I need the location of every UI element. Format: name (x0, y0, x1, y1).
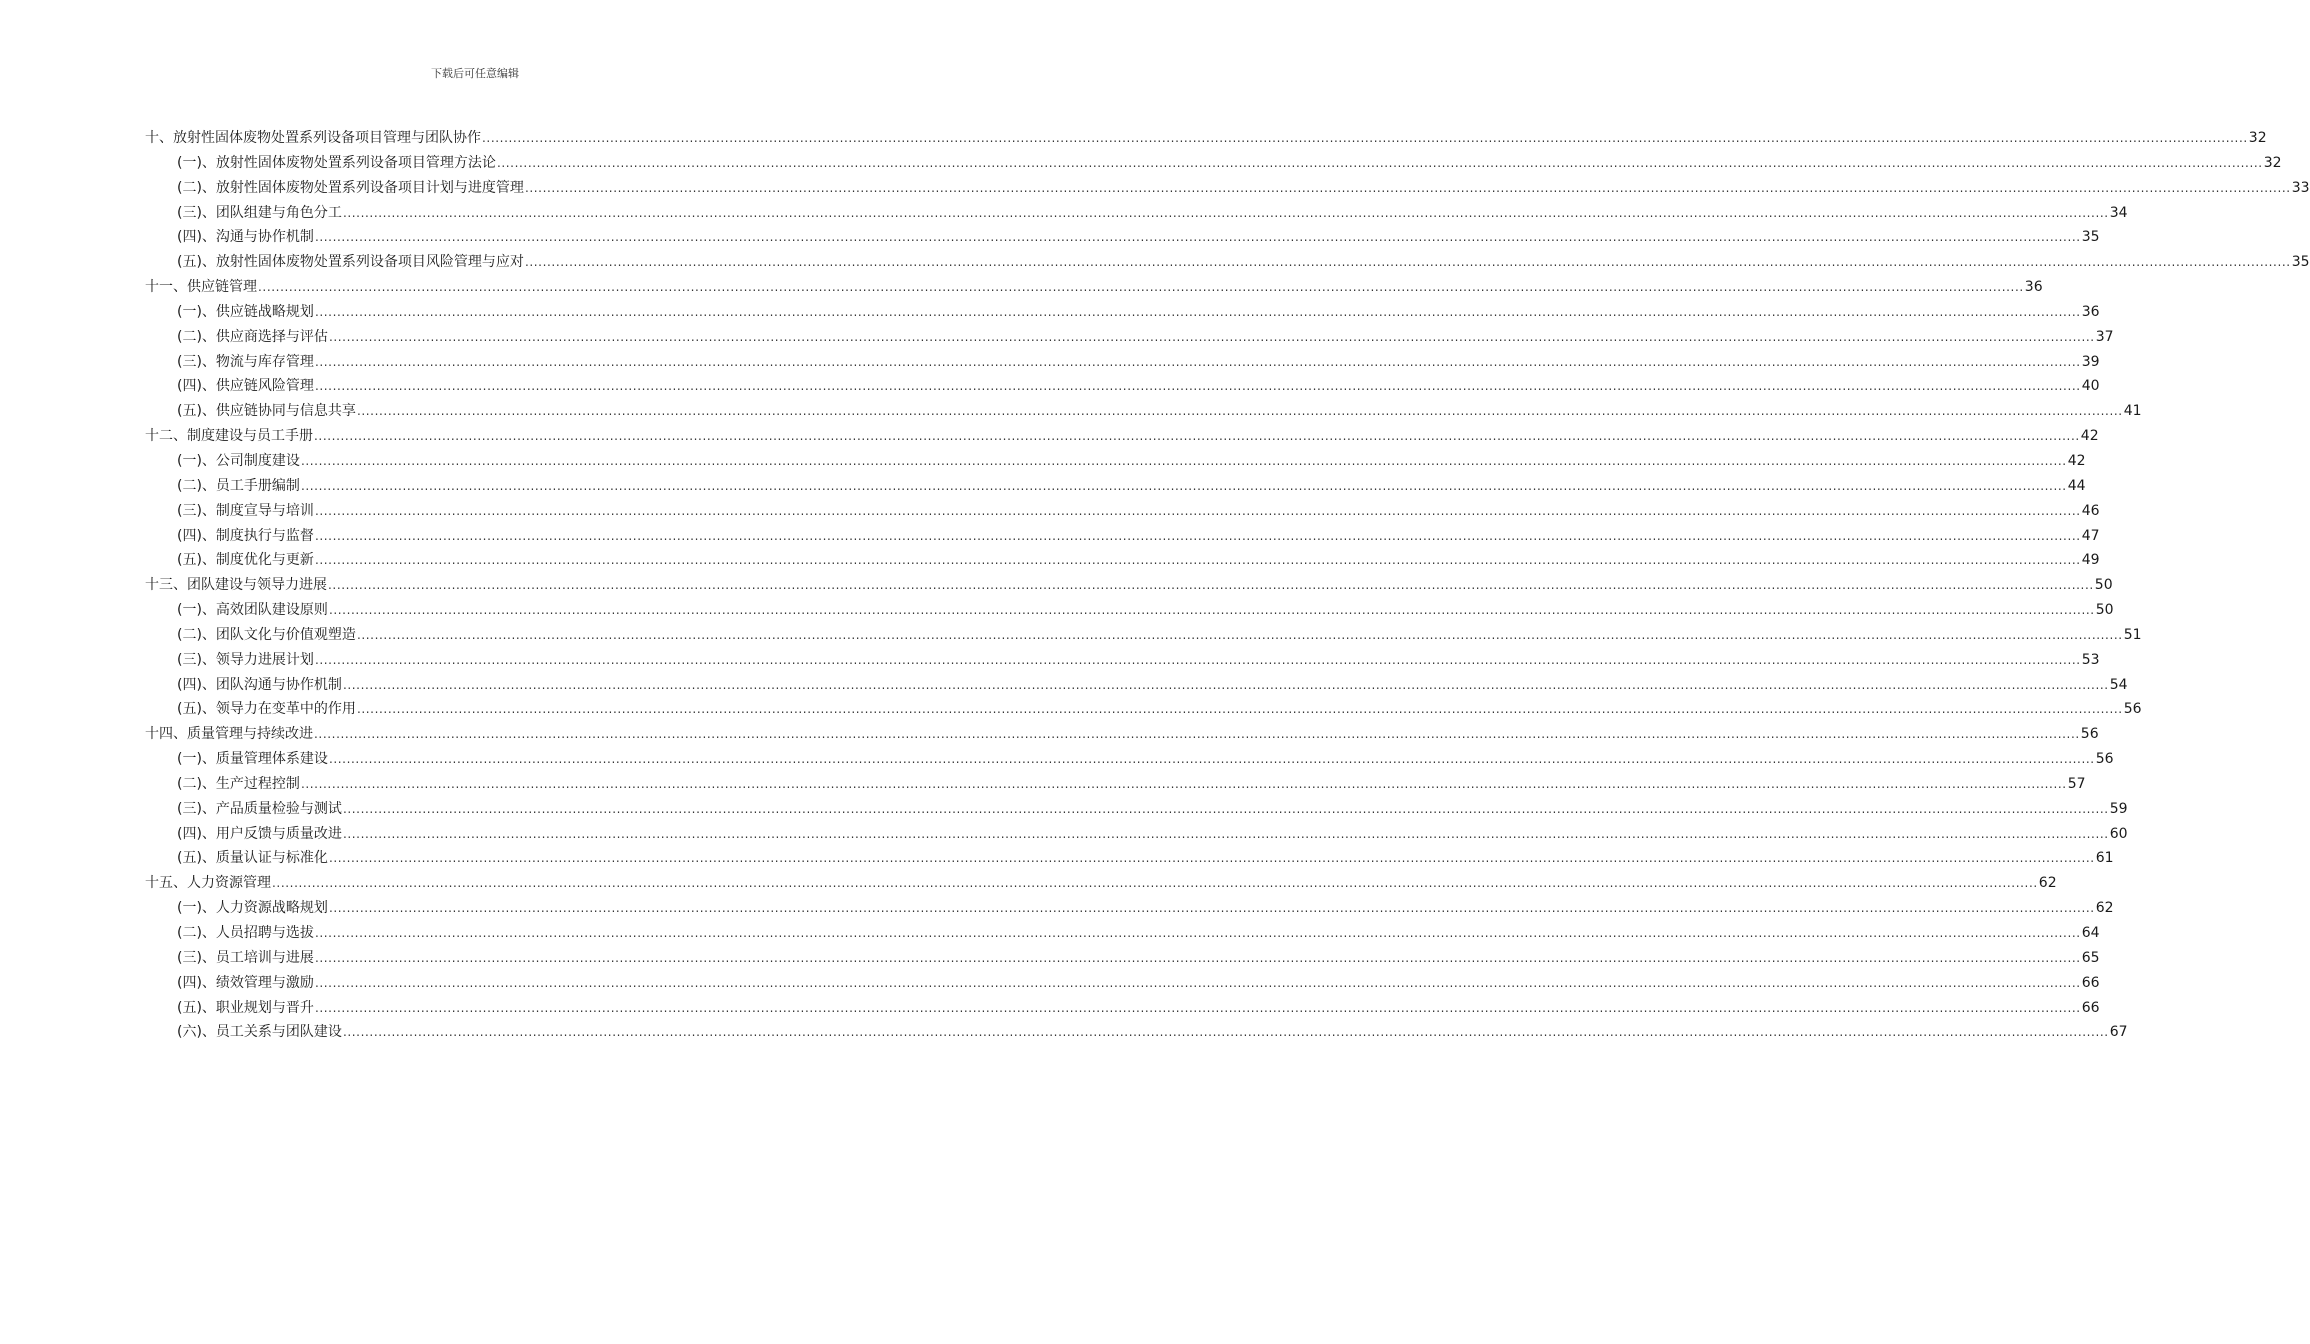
toc-dot-leader: ................................................................................................................................................................................................................................................................................................................................................................................................................ (342, 1025, 2109, 1040)
toc-page-number: 42 (2080, 428, 2099, 445)
toc-dot-leader: ................................................................................................................................................................................................................................................................................................................................................................................................................ (314, 975, 2081, 990)
toc-section-entry[interactable] (145, 449, 2086, 474)
toc-page-number: 62 (2095, 900, 2114, 917)
toc-dot-leader: ................................................................................................................................................................................................................................................................................................................................................................................................................ (524, 180, 2291, 195)
toc-page-number: 44 (2067, 477, 2086, 494)
toc-page-number: 34 (2109, 204, 2128, 221)
toc-section-entry[interactable] (145, 201, 2128, 226)
toc-dot-leader: ................................................................................................................................................................................................................................................................................................................................................................................................................ (300, 478, 2067, 493)
toc-entry-title: (一)、高效团队建设原则 (177, 602, 328, 619)
toc-page-number: 37 (2095, 328, 2114, 345)
toc-section-entry[interactable] (145, 996, 2100, 1021)
toc-dot-leader: ................................................................................................................................................................................................................................................................................................................................................................................................................ (342, 826, 2109, 841)
toc-entry-title: (五)、制度优化与更新 (177, 552, 314, 569)
toc-entry-title: (一)、供应链战略规划 (177, 303, 314, 320)
toc-section-entry[interactable] (145, 499, 2100, 524)
toc-section-entry[interactable] (145, 524, 2100, 549)
toc-section-entry[interactable] (145, 822, 2128, 847)
toc-section-entry[interactable] (145, 697, 2142, 722)
toc-page-number: 35 (2291, 254, 2310, 271)
toc-page-number: 59 (2109, 800, 2128, 817)
toc-section-entry[interactable] (145, 399, 2142, 424)
toc-entry-title: (一)、人力资源战略规划 (177, 900, 328, 917)
toc-dot-leader: ................................................................................................................................................................................................................................................................................................................................................................................................................ (356, 627, 2123, 642)
toc-dot-leader: ................................................................................................................................................................................................................................................................................................................................................................................................................ (328, 603, 2095, 618)
toc-entry-title: (二)、放射性固体废物处置系列设备项目计划与进度管理 (177, 179, 524, 196)
toc-entry-title: (二)、生产过程控制 (177, 775, 300, 792)
toc-entry-title: 十二、制度建设与员工手册 (145, 428, 313, 445)
toc-page-number: 64 (2081, 925, 2100, 941)
toc-section-entry[interactable] (145, 673, 2128, 698)
toc-page-number: 50 (2094, 577, 2113, 594)
toc-page-number: 56 (2095, 751, 2114, 768)
toc-entry-title: (一)、质量管理体系建设 (177, 751, 328, 768)
toc-section-entry[interactable] (145, 772, 2086, 797)
toc-dot-leader: ................................................................................................................................................................................................................................................................................................................................................................................................................ (328, 901, 2095, 916)
toc-dot-leader: ................................................................................................................................................................................................................................................................................................................................................................................................................ (272, 876, 2038, 891)
toc-section-entry[interactable] (145, 1020, 2128, 1045)
toc-chapter-entry[interactable] (145, 871, 2057, 896)
toc-dot-leader: ................................................................................................................................................................................................................................................................................................................................................................................................................ (314, 304, 2081, 319)
toc-dot-leader: ................................................................................................................................................................................................................................................................................................................................................................................................................ (314, 429, 2080, 444)
toc-entry-title: (三)、产品质量检验与测试 (177, 800, 342, 817)
toc-section-entry[interactable] (145, 623, 2142, 648)
toc-entry-title: 十三、团队建设与领导力进展 (145, 577, 327, 594)
toc-entry-title: (三)、物流与库存管理 (177, 353, 314, 370)
toc-dot-leader: ................................................................................................................................................................................................................................................................................................................................................................................................................ (496, 155, 2263, 170)
toc-page-number: 56 (2123, 701, 2142, 718)
toc-section-entry[interactable] (145, 350, 2100, 375)
toc-page-number: 54 (2109, 676, 2128, 693)
toc-dot-leader: ................................................................................................................................................................................................................................................................................................................................................................................................................ (314, 553, 2081, 568)
toc-dot-leader: ................................................................................................................................................................................................................................................................................................................................................................................................................ (314, 1000, 2081, 1015)
toc-page-number: 62 (2038, 875, 2057, 892)
toc-page-number: 36 (2024, 279, 2043, 296)
toc-chapter-entry[interactable] (145, 424, 2099, 449)
toc-dot-leader: ................................................................................................................................................................................................................................................................................................................................................................................................................ (314, 503, 2081, 518)
toc-page-number: 40 (2081, 378, 2100, 395)
toc-entry-title: (二)、人员招聘与选拔 (177, 925, 314, 941)
toc-dot-leader: ................................................................................................................................................................................................................................................................................................................................................................................................................ (342, 801, 2109, 816)
toc-section-entry[interactable] (145, 797, 2128, 822)
toc-section-entry[interactable] (145, 176, 2310, 201)
toc-dot-leader: ................................................................................................................................................................................................................................................................................................................................................................................................................ (314, 926, 2081, 940)
toc-entry-title: (三)、团队组建与角色分工 (177, 204, 342, 221)
toc-section-entry[interactable] (145, 151, 2282, 176)
toc-dot-leader: ................................................................................................................................................................................................................................................................................................................................................................................................................ (328, 329, 2095, 344)
toc-section-entry[interactable] (145, 598, 2114, 623)
toc-page-number: 42 (2067, 452, 2086, 469)
toc-dot-leader: ................................................................................................................................................................................................................................................................................................................................................................................................................ (314, 354, 2081, 369)
toc-page-number: 65 (2081, 949, 2100, 966)
toc-section-entry[interactable] (145, 225, 2100, 250)
toc-entry-title: (五)、供应链协同与信息共享 (177, 403, 356, 420)
toc-section-entry[interactable] (145, 648, 2100, 673)
toc-entry-title: (四)、沟通与协作机制 (177, 229, 314, 246)
toc-dot-leader: ................................................................................................................................................................................................................................................................................................................................................................................................................ (314, 379, 2081, 394)
toc-page-number: 35 (2081, 229, 2100, 246)
toc-entry-title: (五)、领导力在变革中的作用 (177, 701, 356, 718)
toc-page-number: 51 (2123, 626, 2142, 643)
toc-entry-title: (六)、员工关系与团队建设 (177, 1024, 342, 1041)
toc-page-number: 66 (2081, 999, 2100, 1016)
toc-section-entry[interactable] (145, 921, 2100, 946)
toc-section-entry[interactable] (145, 747, 2114, 772)
toc-page-number: 46 (2081, 502, 2100, 519)
toc-dot-leader: ................................................................................................................................................................................................................................................................................................................................................................................................................ (482, 131, 2248, 145)
toc-dot-leader: ................................................................................................................................................................................................................................................................................................................................................................................................................ (356, 702, 2123, 717)
toc-page-number: 56 (2080, 726, 2099, 743)
toc-dot-leader: ................................................................................................................................................................................................................................................................................................................................................................................................................ (356, 404, 2123, 419)
toc-dot-leader: ................................................................................................................................................................................................................................................................................................................................................................................................................ (342, 205, 2109, 220)
toc-section-entry[interactable] (145, 300, 2100, 325)
toc-page-number: 67 (2109, 1024, 2128, 1041)
toc-entry-title: (三)、员工培训与进展 (177, 949, 314, 966)
toc-dot-leader: ................................................................................................................................................................................................................................................................................................................................................................................................................ (314, 727, 2080, 742)
toc-dot-leader: ................................................................................................................................................................................................................................................................................................................................................................................................................ (300, 453, 2067, 468)
toc-section-entry[interactable] (145, 548, 2100, 573)
toc-section-entry[interactable] (145, 250, 2310, 275)
toc-entry-title: 十五、人力资源管理 (145, 875, 271, 892)
toc-entry-title: (五)、质量认证与标准化 (177, 850, 328, 867)
toc-page-number: 57 (2067, 775, 2086, 792)
toc-page-number: 49 (2081, 552, 2100, 569)
toc-section-entry[interactable] (145, 946, 2100, 971)
toc-page-number: 50 (2095, 602, 2114, 619)
toc-entry-title: (三)、领导力进展计划 (177, 651, 314, 668)
toc-page-number: 47 (2081, 527, 2100, 544)
toc-entry-title: (五)、放射性固体废物处置系列设备项目风险管理与应对 (177, 254, 524, 271)
toc-section-entry[interactable] (145, 846, 2114, 871)
toc-chapter-entry[interactable] (145, 126, 2267, 151)
toc-page-number: 53 (2081, 651, 2100, 668)
toc-page-number: 41 (2123, 403, 2142, 420)
toc-section-entry[interactable] (145, 971, 2100, 996)
toc-dot-leader: ................................................................................................................................................................................................................................................................................................................................................................................................................ (328, 578, 2094, 593)
toc-entry-title: (三)、制度宣导与培训 (177, 502, 314, 519)
toc-dot-leader: ................................................................................................................................................................................................................................................................................................................................................................................................................ (328, 752, 2095, 767)
toc-entry-title: (四)、制度执行与监督 (177, 527, 314, 544)
toc-dot-leader: ................................................................................................................................................................................................................................................................................................................................................................................................................ (258, 280, 2024, 295)
toc-entry-title: (一)、公司制度建设 (177, 452, 300, 469)
toc-entry-title: 十、放射性固体废物处置系列设备项目管理与团队协作 (145, 130, 481, 146)
page-header: 下载后可任意编辑 (431, 67, 519, 80)
toc-chapter-entry[interactable] (145, 573, 2113, 598)
toc-entry-title: (四)、用户反馈与质量改进 (177, 825, 342, 842)
toc-page-number: 60 (2109, 825, 2128, 842)
toc-entry-title: (二)、团队文化与价值观塑造 (177, 626, 356, 643)
toc-dot-leader: ................................................................................................................................................................................................................................................................................................................................................................................................................ (314, 230, 2081, 245)
toc-page-number: 39 (2081, 353, 2100, 370)
toc-entry-title: (四)、团队沟通与协作机制 (177, 676, 342, 693)
toc-entry-title: (一)、放射性固体废物处置系列设备项目管理方法论 (177, 154, 496, 171)
table-of-contents (145, 126, 2310, 1045)
toc-entry-title: 十一、供应链管理 (145, 279, 257, 296)
toc-page-number: 36 (2081, 303, 2100, 320)
toc-page-number: 32 (2263, 154, 2282, 171)
toc-entry-title: (二)、员工手册编制 (177, 477, 300, 494)
toc-dot-leader: ................................................................................................................................................................................................................................................................................................................................................................................................................ (314, 528, 2081, 543)
toc-section-entry[interactable] (145, 474, 2086, 499)
toc-page-number: 32 (2248, 130, 2267, 146)
toc-chapter-entry[interactable] (145, 722, 2099, 747)
toc-entry-title: (五)、职业规划与晋升 (177, 999, 314, 1016)
toc-page-number: 61 (2095, 850, 2114, 867)
toc-entry-title: (四)、绩效管理与激励 (177, 974, 314, 991)
toc-dot-leader: ................................................................................................................................................................................................................................................................................................................................................................................................................ (524, 255, 2291, 270)
toc-section-entry[interactable] (145, 325, 2114, 350)
toc-page-number: 66 (2081, 974, 2100, 991)
toc-section-entry[interactable] (145, 374, 2100, 399)
toc-entry-title: (二)、供应商选择与评估 (177, 328, 328, 345)
toc-dot-leader: ................................................................................................................................................................................................................................................................................................................................................................................................................ (328, 851, 2095, 866)
toc-chapter-entry[interactable] (145, 275, 2043, 300)
toc-dot-leader: ................................................................................................................................................................................................................................................................................................................................................................................................................ (314, 950, 2081, 965)
toc-dot-leader: ................................................................................................................................................................................................................................................................................................................................................................................................................ (314, 652, 2081, 667)
toc-section-entry[interactable] (145, 896, 2114, 921)
toc-dot-leader: ................................................................................................................................................................................................................................................................................................................................................................................................................ (300, 776, 2067, 791)
toc-entry-title: 十四、质量管理与持续改进 (145, 726, 313, 743)
toc-dot-leader: ................................................................................................................................................................................................................................................................................................................................................................................................................ (342, 677, 2109, 692)
toc-entry-title: (四)、供应链风险管理 (177, 378, 314, 395)
toc-page-number: 33 (2291, 179, 2310, 196)
